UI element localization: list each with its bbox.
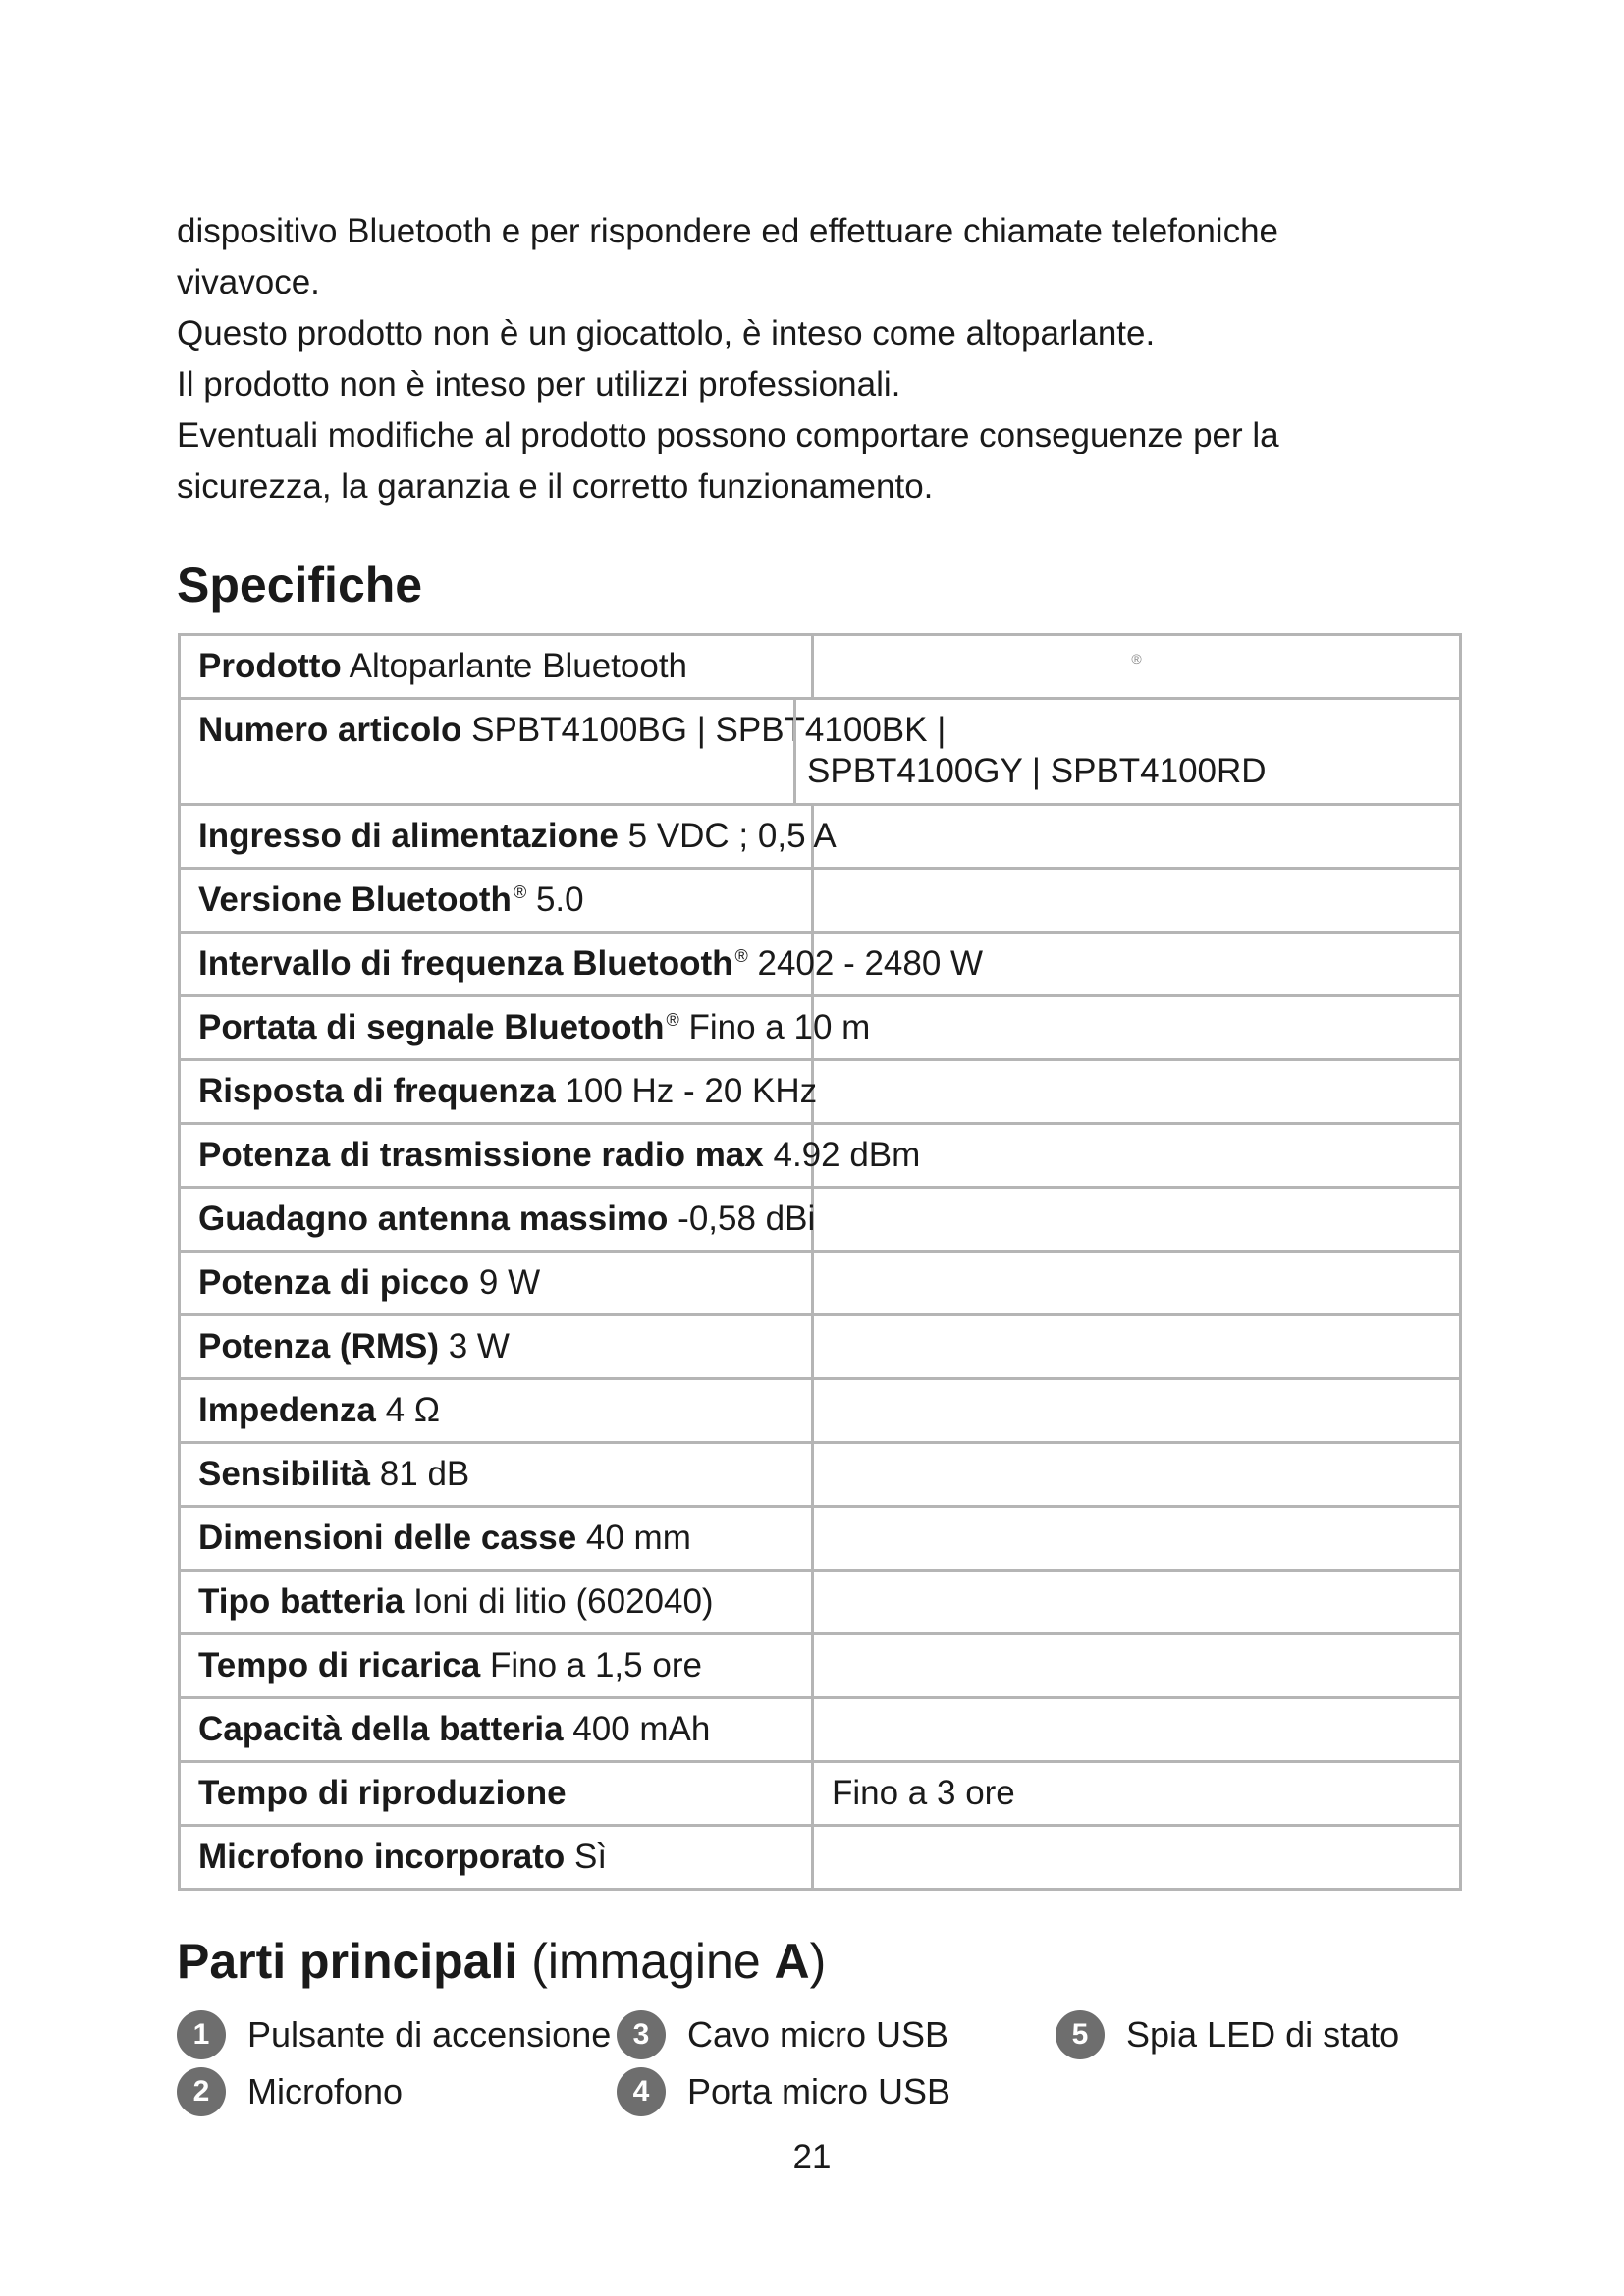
spec-label: Ingresso di alimentazione <box>198 817 619 855</box>
parts-heading <box>177 1932 826 1991</box>
spec-row-sensitivity <box>180 1443 1461 1507</box>
spec-row-power-input <box>180 805 1461 869</box>
spec-label: Dimensioni delle casse <box>198 1519 577 1557</box>
part-label: Cavo micro USB <box>687 2014 949 2055</box>
spec-label: Microfono incorporato <box>198 1838 566 1876</box>
part-item <box>1056 2010 1399 2059</box>
spec-label: Risposta di frequenza <box>198 1072 556 1110</box>
spec-row-article <box>180 699 1461 805</box>
specs-table <box>178 633 1462 1891</box>
spec-row-impedance <box>180 1379 1461 1443</box>
spec-value: 3 W <box>448 1327 510 1365</box>
parts-heading-open: (immagine <box>531 1934 775 1989</box>
spec-label: Tempo di ricarica <box>198 1646 481 1684</box>
spec-label: Tempo di riproduzione <box>198 1774 567 1812</box>
spec-label: Capacità della batteria <box>198 1710 564 1748</box>
part-item <box>177 2010 611 2059</box>
parts-heading-letter: A <box>774 1934 810 1989</box>
spec-label: Tipo batteria <box>198 1582 405 1621</box>
spec-value: 81 dB <box>379 1455 470 1493</box>
spec-row-frequency-response <box>180 1060 1461 1124</box>
spec-row-radio-power <box>180 1124 1461 1188</box>
part-label: Porta micro USB <box>687 2071 951 2111</box>
part-number-badge: 2 <box>177 2067 226 2116</box>
spec-row-bt-range <box>180 996 1461 1060</box>
registered-mark: ® <box>666 1010 679 1031</box>
spec-row-rms-power <box>180 1315 1461 1379</box>
part-number-badge: 1 <box>177 2010 226 2059</box>
spec-row-microphone <box>180 1826 1461 1890</box>
intro-text <box>177 206 1453 512</box>
spec-label: Guadagno antenna massimo <box>198 1200 669 1238</box>
parts-heading-close: ) <box>809 1934 827 1989</box>
part-label: Pulsante di accensione <box>247 2014 612 2055</box>
spec-row-play-time <box>180 1762 1461 1826</box>
spec-value: Fino a 3 ore <box>832 1774 1015 1812</box>
part-item <box>617 2010 948 2059</box>
intro-line: vivavoce. <box>177 263 320 301</box>
spec-label: Intervallo di frequenza Bluetooth <box>198 944 733 983</box>
spec-row-battery-type <box>180 1571 1461 1634</box>
spec-value: -0,58 dBi <box>677 1200 816 1238</box>
part-number-badge: 4 <box>617 2067 666 2116</box>
part-number-badge: 3 <box>617 2010 666 2059</box>
spec-row-driver-size <box>180 1507 1461 1571</box>
part-item <box>617 2067 950 2116</box>
spec-value: Sì <box>574 1838 608 1876</box>
spec-row-battery-capacity <box>180 1698 1461 1762</box>
spec-row-product <box>180 635 1461 699</box>
spec-value: 100 Hz - 20 KHz <box>565 1072 818 1110</box>
page-number: 21 <box>792 2138 832 2176</box>
spec-label: Potenza di picco <box>198 1263 470 1302</box>
spec-row-antenna-gain <box>180 1188 1461 1252</box>
spec-value: 4 Ω <box>385 1391 440 1429</box>
spec-value: Altoparlante Bluetooth <box>349 647 688 685</box>
spec-value-continued: SPBT4100GY | SPBT4100RD <box>807 751 1267 790</box>
spec-value: 5.0 <box>535 881 584 919</box>
spec-label: Sensibilità <box>198 1455 371 1493</box>
spec-label: Potenza (RMS) <box>198 1327 439 1365</box>
spec-value: 9 W <box>478 1263 541 1302</box>
spec-value: 400 mAh <box>572 1710 711 1748</box>
specs-heading: Specifiche <box>177 558 423 613</box>
spec-value: 2402 - 2480 W <box>757 944 984 983</box>
spec-value: Fino a 1,5 ore <box>489 1646 702 1684</box>
registered-mark: ® <box>1131 651 1142 667</box>
spec-label: Potenza di trasmissione radio max <box>198 1136 764 1174</box>
spec-row-bt-version <box>180 869 1461 933</box>
spec-value: 5 VDC ; 0,5 A <box>627 817 837 855</box>
spec-label: Prodotto <box>198 647 342 685</box>
spec-value: SPBT4100BG | SPBT4100BK | <box>471 710 947 749</box>
spec-value: 40 mm <box>585 1519 691 1557</box>
intro-line: Questo prodotto non è un giocattolo, è inteso come altoparlante. <box>177 314 1156 352</box>
spec-value: 4.92 dBm <box>773 1136 921 1174</box>
spec-label: Versione Bluetooth <box>198 881 512 919</box>
spec-value: Fino a 10 m <box>688 1008 871 1046</box>
parts-heading-bold: Parti principali <box>177 1934 518 1989</box>
spec-row-peak-power <box>180 1252 1461 1315</box>
spec-label: Portata di segnale Bluetooth <box>198 1008 665 1046</box>
registered-mark: ® <box>734 946 748 967</box>
spec-label: Numero articolo <box>198 710 462 749</box>
spec-row-bt-frequency <box>180 933 1461 996</box>
intro-line: sicurezza, la garanzia e il corretto funzionamento. <box>177 467 934 506</box>
registered-mark: ® <box>513 882 527 903</box>
part-label: Microfono <box>247 2071 404 2111</box>
spec-row-charge-time <box>180 1634 1461 1698</box>
spec-label: Impedenza <box>198 1391 376 1429</box>
spec-value: Ioni di litio (602040) <box>413 1582 714 1621</box>
part-label: Spia LED di stato <box>1126 2014 1400 2055</box>
part-item <box>177 2067 403 2116</box>
intro-line: dispositivo Bluetooth e per rispondere ed effettuare chiamate telefoniche <box>177 212 1279 250</box>
intro-line: Eventuali modifiche al prodotto possono comportare conseguenze per la <box>177 416 1279 454</box>
part-number-badge: 5 <box>1056 2010 1105 2059</box>
intro-line: Il prodotto non è inteso per utilizzi professionali. <box>177 365 901 403</box>
